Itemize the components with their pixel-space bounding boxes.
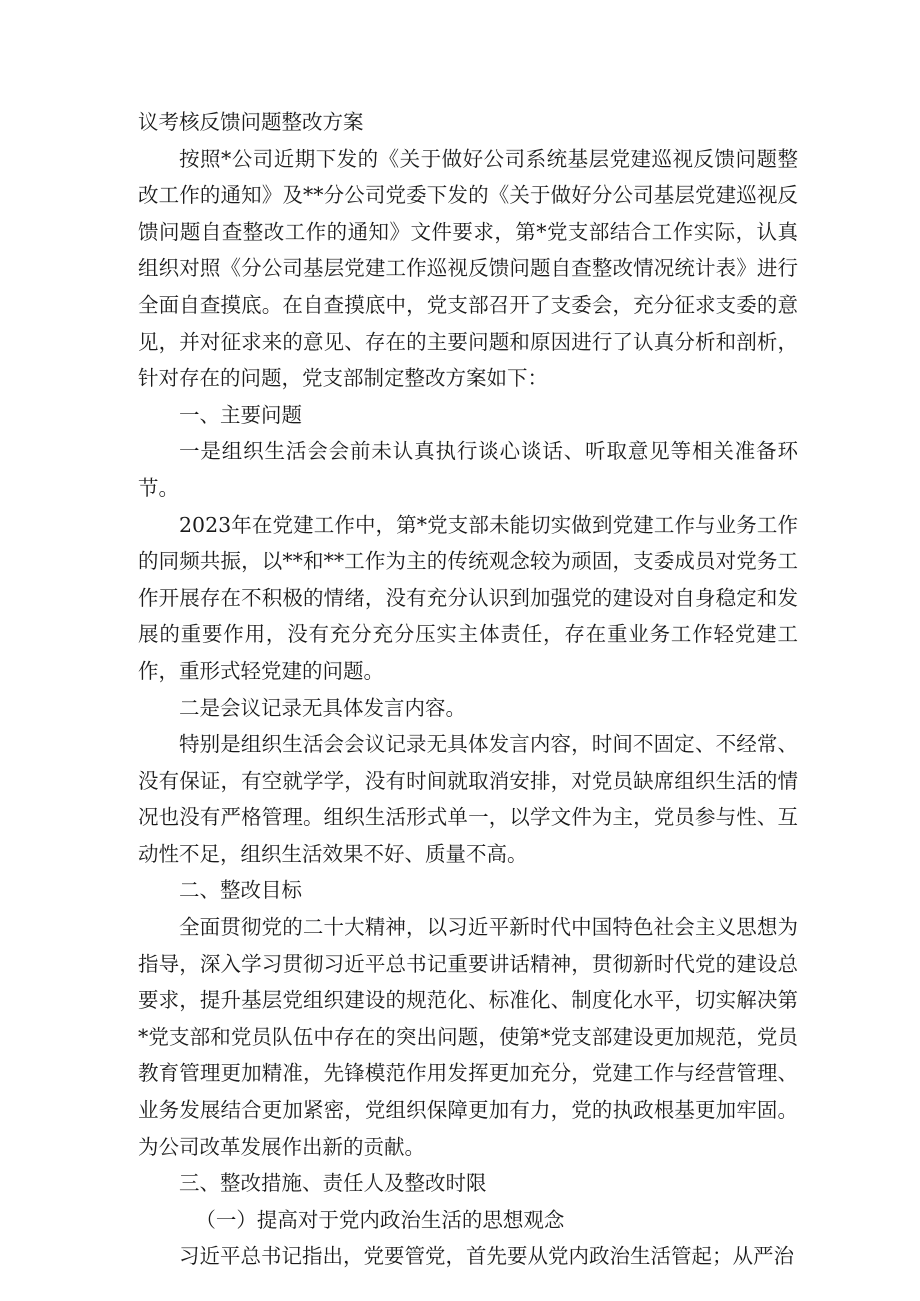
goals-paragraph: 全面贯彻党的二十大精神，以习近平新时代中国特色社会主义思想为指导，深入学习贯彻习近平总书记重要讲话精神，贯彻新时代党的建设总要求，提升基层党组织建设的规范化、标准化、制度化水平，切实解决第*党支部和党员队伍中存在的突出问题，使第*党支部建设更加规范，党员教育管理更加精准，先锋模范作用发挥更加充分，党建工作与经营管理、业务发展结合更加紧密，党组织保障更加有力，党的执政根基更加牢固。为公司改革发展作出新的贡献。 [138,915,798,1159]
subsection-heading-one: （一）提高对于党内政治生活的思想观念 [195,1207,565,1232]
title-line: 议考核反馈问题整改方案 [138,110,364,134]
problem-one-paragraph: 2023年在党建工作中，第*党支部未能切实做到党建工作与业务工作的同频共振，以**和**工作为主的传统观念较为顽固，支委成员对党务工作开展存在不积极的情绪，没有充分认识到加强党的建设对自身稳定和发展的重要作用，没有充分充分压实主体责任，存在重业务工作轻党建工作，重形式轻党建的问题。 [138,512,798,683]
problem-one-heading: 一是组织生活会会前未认真执行谈心谈话、听取意见等相关准备环节。 [138,439,798,500]
problem-two-paragraph: 特别是组织生活会会议记录无具体发言内容，时间不固定、不经常、没有保证，有空就学学，没有时间就取消安排，对党员缺席组织生活的情况也没有严格管理。组织生活形式单一，以学文件为主，党员参与性、互动性不足，组织生活效果不好、质量不高。 [138,732,798,866]
intro-paragraph: 按照*公司近期下发的《关于做好公司系统基层党建巡视反馈问题整改工作的通知》及**分公司党委下发的《关于做好分公司基层党建巡视反馈问题自查整改工作的通知》文件要求，第*党支部结合工作实际，认真组织对照《分公司基层党建工作巡视反馈问题自查整改情况统计表》进行全面自查摸底。在自查摸底中，党支部召开了支委会，充分征求支委的意见，并对征求来的意见、存在的主要问题和原因进行了认真分析和剖析，针对存在的问题，党支部制定整改方案如下： [138,146,798,391]
section-heading-goals: 二、整改目标 [179,878,302,903]
measures-paragraph: 习近平总书记指出，党要管党，首先要从党内政治生活管起；从严治 [179,1244,794,1269]
section-heading-main-problems: 一、主要问题 [179,402,302,427]
section-heading-measures: 三、整改措施、责任人及整改时限 [179,1171,487,1196]
document-body [138,104,798,1275]
problem-two-heading: 二是会议记录无具体发言内容。 [179,695,466,720]
